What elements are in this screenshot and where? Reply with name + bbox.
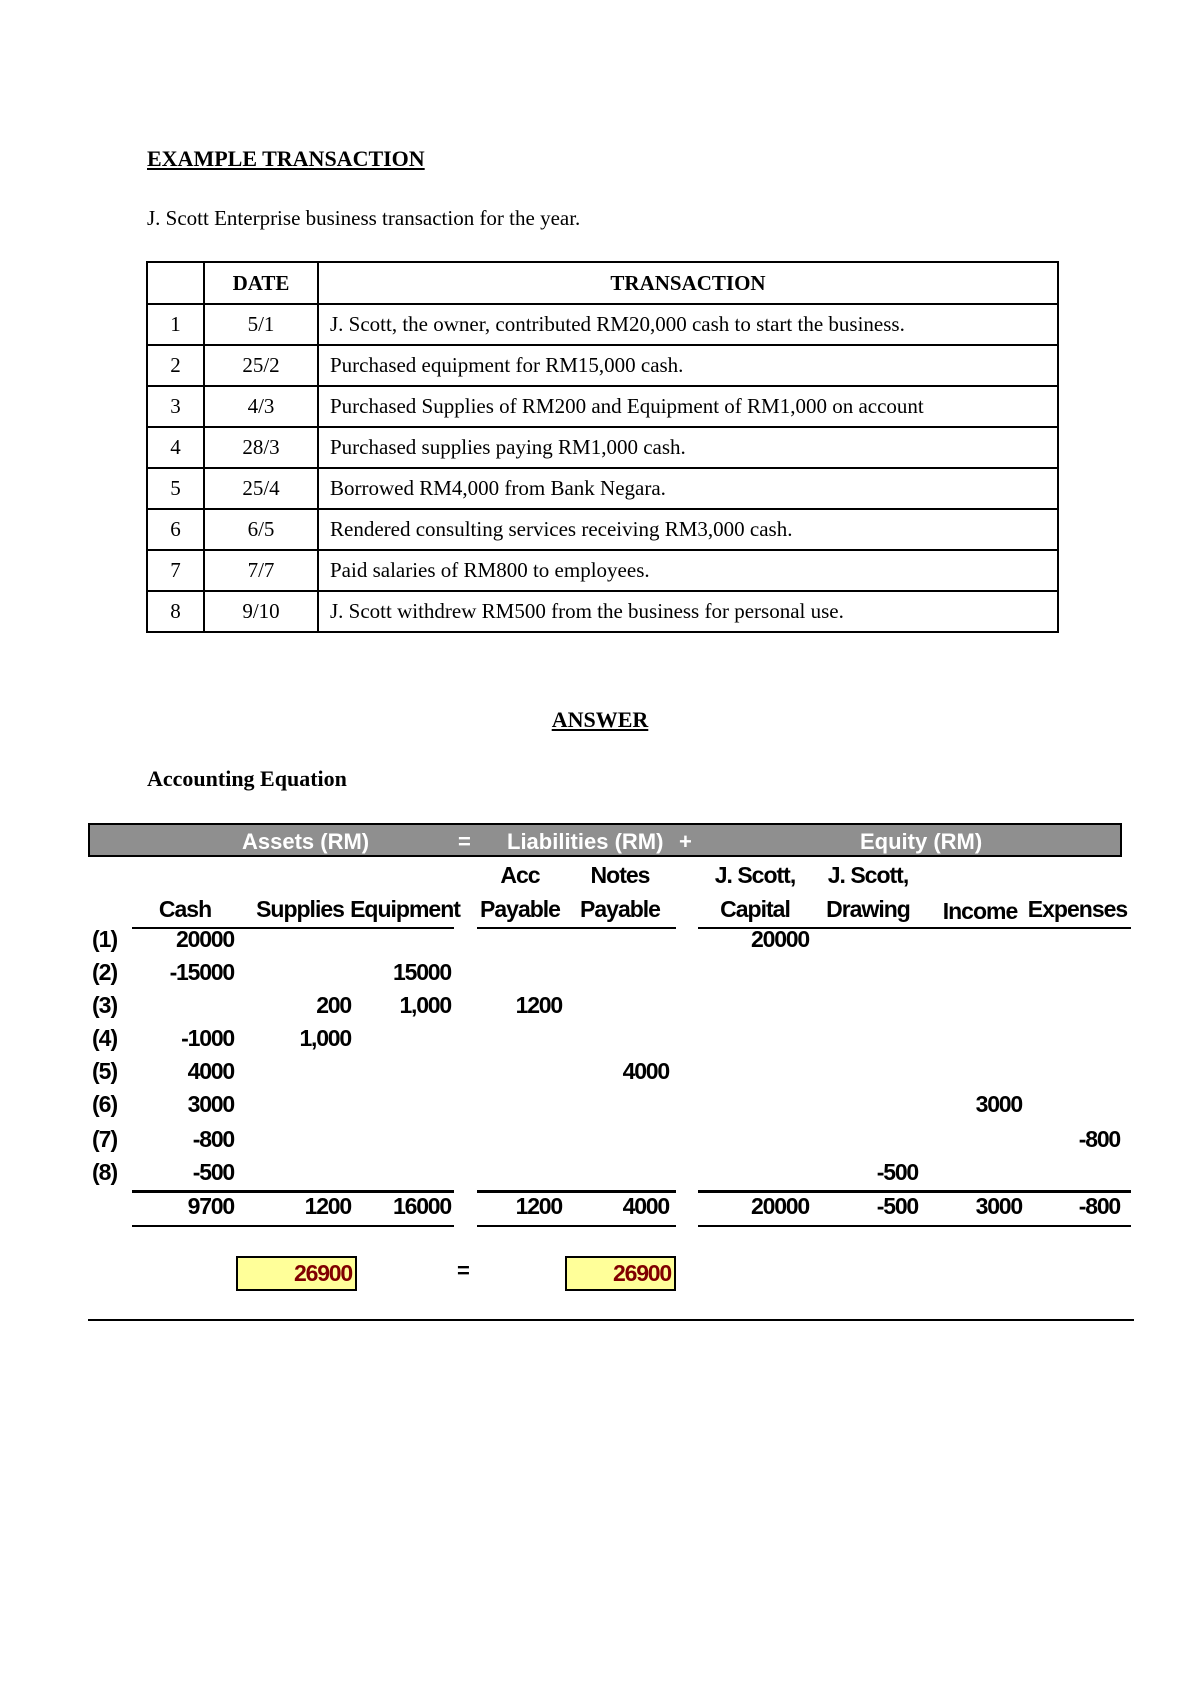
liabilities-total-rule-top [477, 1190, 676, 1193]
row-label: (6) [92, 1091, 118, 1117]
row-transaction: Rendered consulting services receiving RM3,000 cash. [318, 509, 1058, 550]
banner-equity: Equity (RM) [860, 829, 983, 854]
table-row [147, 386, 1058, 427]
total-capital: 20000 [751, 1193, 809, 1219]
row-label: (1) [92, 926, 118, 952]
col-header-notes: Notes [590, 862, 650, 888]
total-equipment: 16000 [393, 1193, 451, 1219]
intro-text: J. Scott Enterprise business transaction for the year. [147, 206, 581, 230]
answer-heading [0, 707, 1200, 733]
row-no: 4 [147, 427, 204, 468]
row-no: 3 [147, 386, 204, 427]
cell-equipment: 15000 [393, 959, 451, 985]
total-drawing: -500 [876, 1193, 918, 1219]
equity-total-rule-bottom [698, 1225, 1131, 1227]
cell-supplies: 200 [316, 992, 351, 1018]
table-header-row [147, 262, 1058, 304]
total-liabilities-equity-box: 26900 [565, 1256, 676, 1291]
row-date: 28/3 [204, 427, 318, 468]
cell-equipment: 1,000 [399, 992, 451, 1018]
banner-plus: + [679, 829, 692, 854]
table-row [147, 509, 1058, 550]
cell-capital: 20000 [751, 926, 809, 952]
cell-drawing: -500 [876, 1159, 918, 1185]
row-transaction: Purchased equipment for RM15,000 cash. [318, 345, 1058, 386]
cell-cash: -800 [192, 1126, 234, 1152]
answer-heading-text: ANSWER [551, 707, 649, 732]
liabilities-header-rule [477, 927, 676, 929]
row-transaction: Purchased Supplies of RM200 and Equipment of RM1,000 on account [318, 386, 1058, 427]
col-header-capital: Capital [720, 896, 790, 922]
cell-cash: 3000 [187, 1091, 234, 1117]
row-no: 7 [147, 550, 204, 591]
cell-income: 3000 [975, 1091, 1022, 1117]
cell-cash: -15000 [169, 959, 234, 985]
cell-supplies: 1,000 [299, 1025, 351, 1051]
row-date: 25/2 [204, 345, 318, 386]
row-date: 6/5 [204, 509, 318, 550]
row-transaction: Borrowed RM4,000 from Bank Negara. [318, 468, 1058, 509]
liabilities-total-rule-bottom [477, 1225, 676, 1227]
table-row [147, 550, 1058, 591]
equation-equals-sign: = [457, 1258, 470, 1283]
total-cash: 9700 [187, 1193, 234, 1219]
banner-equals: = [458, 829, 471, 854]
row-label: (2) [92, 959, 118, 985]
banner-assets: Assets (RM) [242, 829, 370, 854]
section-heading: EXAMPLE TRANSACTION [147, 146, 425, 171]
cell-cash: -500 [192, 1159, 234, 1185]
row-transaction: Paid salaries of RM800 to employees. [318, 550, 1058, 591]
assets-total-rule-bottom [132, 1225, 454, 1227]
row-no: 5 [147, 468, 204, 509]
table-row [147, 468, 1058, 509]
table-row [147, 591, 1058, 632]
table-row [147, 345, 1058, 386]
row-no: 2 [147, 345, 204, 386]
col-header-acc: Acc [500, 862, 540, 888]
table-row [147, 427, 1058, 468]
total-assets-box: 26900 [236, 1256, 357, 1291]
table-row [147, 304, 1058, 345]
cell-acc-payable: 1200 [515, 992, 562, 1018]
header-date: DATE [204, 262, 318, 304]
cell-expenses: -800 [1078, 1126, 1120, 1152]
col-header-supplies: Supplies [256, 896, 344, 922]
cell-notes-payable: 4000 [622, 1058, 669, 1084]
row-label: (4) [92, 1025, 118, 1051]
row-transaction: Purchased supplies paying RM1,000 cash. [318, 427, 1058, 468]
total-notes-payable: 4000 [622, 1193, 669, 1219]
assets-total-rule-top [132, 1190, 454, 1193]
total-supplies: 1200 [304, 1193, 351, 1219]
row-label: (5) [92, 1058, 118, 1084]
col-header-payable: Payable [480, 896, 560, 922]
row-no: 1 [147, 304, 204, 345]
row-date: 9/10 [204, 591, 318, 632]
equity-total-rule-top [698, 1190, 1131, 1193]
row-date: 25/4 [204, 468, 318, 509]
bottom-rule [88, 1319, 1134, 1321]
row-label: (8) [92, 1159, 118, 1185]
banner-liabilities: Liabilities (RM) [507, 829, 664, 854]
row-transaction: J. Scott, the owner, contributed RM20,000 cash to start the business. [318, 304, 1058, 345]
col-header-drawing-owner: J. Scott, [827, 862, 909, 888]
row-no: 6 [147, 509, 204, 550]
cell-cash: 20000 [176, 926, 234, 952]
col-header-equipment: Equipment [350, 896, 460, 922]
equation-title: Accounting Equation [147, 766, 347, 791]
col-header-income: Income [942, 898, 1018, 924]
row-date: 7/7 [204, 550, 318, 591]
cell-cash: 4000 [187, 1058, 234, 1084]
col-header-capital-owner: J. Scott, [714, 862, 796, 888]
transactions-table [146, 261, 1059, 633]
col-header-drawing: Drawing [826, 896, 910, 922]
row-date: 4/3 [204, 386, 318, 427]
cell-cash: -1000 [181, 1025, 234, 1051]
header-no [147, 262, 204, 304]
row-no: 8 [147, 591, 204, 632]
total-income: 3000 [975, 1193, 1022, 1219]
row-date: 5/1 [204, 304, 318, 345]
col-header-expenses: Expenses [1027, 896, 1128, 922]
col-header-cash: Cash [158, 896, 212, 922]
total-acc-payable: 1200 [515, 1193, 562, 1219]
row-transaction: J. Scott withdrew RM500 from the business for personal use. [318, 591, 1058, 632]
row-label: (7) [92, 1126, 118, 1152]
col-header-notes-payable: Payable [580, 896, 660, 922]
header-transaction: TRANSACTION [318, 262, 1058, 304]
total-expenses: -800 [1078, 1193, 1120, 1219]
row-label: (3) [92, 992, 118, 1018]
